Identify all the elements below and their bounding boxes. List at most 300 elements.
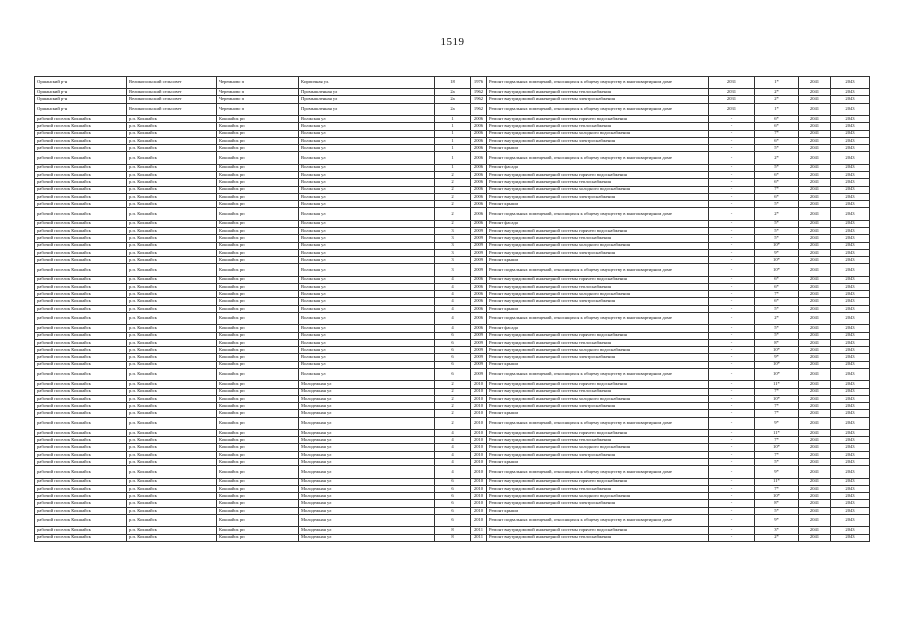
district-cell: рабочий поселок Кокшайск [35,208,127,220]
district-cell: рабочий поселок Кокшайск [35,145,127,152]
count-cell: 6* [755,115,799,122]
street-cell: Волжская ул [299,242,435,249]
source-year-cell: 2031 [709,77,755,89]
street-cell: Волжская ул [299,283,435,290]
year-built-cell: 2010 [471,403,487,410]
district-cell: рабочий поселок Кокшайск [35,257,127,264]
district-cell: рабочий поселок Кокшайск [35,515,127,527]
count-cell: 1* [755,77,799,89]
district-cell: рабочий поселок Кокшайск [35,276,127,283]
source-year-cell: - [709,242,755,249]
count-cell: 6* [755,298,799,305]
start-year-cell: 2041 [799,77,831,89]
settlement-cell: р.п. Кокшайск [127,515,217,527]
table-row [35,291,870,298]
source-year-cell: - [709,305,755,312]
year-built-cell: 2006 [471,130,487,137]
locality-cell: Кокшайск рп [217,466,299,478]
table-row [35,507,870,514]
table-row [35,444,870,451]
year-built-cell: 2006 [471,220,487,227]
end-year-cell: 2043 [831,96,870,103]
district-cell: рабочий поселок Кокшайск [35,137,127,144]
start-year-cell: 2041 [799,339,831,346]
street-cell: Волжская ул [299,220,435,227]
count-cell: 9* [755,249,799,256]
table-row [35,305,870,312]
year-built-cell: 2010 [471,429,487,436]
end-year-cell: 2043 [831,515,870,527]
district-cell: рабочий поселок Кокшайск [35,220,127,227]
house-number-cell: 6 [435,485,471,492]
table-row [35,485,870,492]
table-row [35,429,870,436]
work-type-cell: Ремонт внутридомовой инженерной системы горячего водоснабжения [487,115,709,122]
source-year-cell: - [709,361,755,368]
street-cell: Волжская ул [299,186,435,193]
house-number-cell: 2 [435,220,471,227]
start-year-cell: 2041 [799,96,831,103]
settlement-cell: р.п. Кокшайск [127,276,217,283]
locality-cell: Кокшайск рп [217,220,299,227]
table-row [35,186,870,193]
settlement-cell: р.п. Кокшайск [127,381,217,388]
locality-cell: Кокшайск рп [217,235,299,242]
street-cell: Волжская ул [299,354,435,361]
district-cell: рабочий поселок Кокшайск [35,354,127,361]
house-number-cell: 18 [435,77,471,89]
house-number-cell: 4 [435,305,471,312]
end-year-cell: 2043 [831,89,870,96]
count-cell: 6* [755,137,799,144]
street-cell: Волжская ул [299,130,435,137]
district-cell: рабочий поселок Кокшайск [35,451,127,458]
locality-cell: Кокшайск рп [217,395,299,402]
source-year-cell: - [709,283,755,290]
district-cell: рабочий поселок Кокшайск [35,527,127,534]
work-type-cell: Ремонт внутридомовой инженерной системы электроснабжения [487,249,709,256]
end-year-cell: 2043 [831,388,870,395]
settlement-cell: р.п. Кокшайск [127,451,217,458]
count-cell: 11* [755,478,799,485]
settlement-cell: р.п. Кокшайск [127,249,217,256]
source-year-cell: - [709,123,755,130]
district-cell: Оршанский р-н [35,96,127,103]
work-type-cell: Ремонт внутридомовой инженерной системы холодного водоснабжения [487,130,709,137]
locality-cell: Черемново п [217,89,299,96]
settlement-cell: р.п. Кокшайск [127,298,217,305]
house-number-cell: 3 [435,249,471,256]
source-year-cell: - [709,152,755,164]
street-cell: Волжская ул [299,369,435,381]
house-number-cell: 4 [435,451,471,458]
year-built-cell: 2006 [471,123,487,130]
district-cell: рабочий поселок Кокшайск [35,164,127,171]
table-row [35,179,870,186]
work-type-cell: Ремонт фасада [487,220,709,227]
start-year-cell: 2041 [799,361,831,368]
year-built-cell: 1962 [471,89,487,96]
end-year-cell: 2043 [831,507,870,514]
work-type-cell: Ремонт крыши [487,201,709,208]
count-cell: 5* [755,325,799,332]
locality-cell: Кокшайск рп [217,298,299,305]
house-number-cell: 2 [435,201,471,208]
settlement-cell: р.п. Кокшайск [127,115,217,122]
start-year-cell: 2041 [799,493,831,500]
table-row [35,403,870,410]
source-year-cell: - [709,459,755,466]
end-year-cell: 2043 [831,417,870,429]
settlement-cell: р.п. Кокшайск [127,466,217,478]
street-cell: Молодежная ул [299,459,435,466]
year-built-cell: 2010 [471,388,487,395]
district-cell: рабочий поселок Кокшайск [35,534,127,541]
settlement-cell: р.п. Кокшайск [127,137,217,144]
street-cell: Молодежная ул [299,500,435,507]
end-year-cell: 2043 [831,235,870,242]
settlement-cell: Великопольский сельсовет [127,89,217,96]
table-row [35,451,870,458]
year-built-cell: 2010 [471,417,487,429]
end-year-cell: 2043 [831,339,870,346]
locality-cell: Черемново п [217,103,299,115]
district-cell: рабочий поселок Кокшайск [35,361,127,368]
year-built-cell: 2006 [471,298,487,305]
count-cell: 2* [755,534,799,541]
house-number-cell: 2 [435,395,471,402]
settlement-cell: р.п. Кокшайск [127,201,217,208]
count-cell: 11* [755,381,799,388]
locality-cell: Кокшайск рп [217,437,299,444]
work-type-cell: Ремонт фасада [487,164,709,171]
count-cell: 2* [755,208,799,220]
settlement-cell: р.п. Кокшайск [127,208,217,220]
start-year-cell: 2041 [799,507,831,514]
work-type-cell: Ремонт внутридомовой инженерной системы холодного водоснабжения [487,395,709,402]
district-cell: Оршанский р-н [35,89,127,96]
house-number-cell: 2 [435,208,471,220]
table-row [35,171,870,178]
table-row [35,515,870,527]
start-year-cell: 2041 [799,123,831,130]
count-cell: 10* [755,369,799,381]
start-year-cell: 2041 [799,325,831,332]
street-cell: Промышленная ул [299,103,435,115]
locality-cell: Кокшайск рп [217,410,299,417]
work-type-cell: Ремонт крыши [487,305,709,312]
end-year-cell: 2043 [831,227,870,234]
year-built-cell: 2009 [471,354,487,361]
start-year-cell: 2041 [799,347,831,354]
start-year-cell: 2041 [799,429,831,436]
year-built-cell: 2006 [471,208,487,220]
source-year-cell: - [709,208,755,220]
source-year-cell: - [709,527,755,534]
start-year-cell: 2041 [799,381,831,388]
district-cell: рабочий поселок Кокшайск [35,264,127,276]
source-year-cell: - [709,235,755,242]
street-cell: Кирпичная ул. [299,77,435,89]
count-cell: 5* [755,164,799,171]
district-cell: Оршанский р-н [35,103,127,115]
end-year-cell: 2043 [831,208,870,220]
work-type-cell: Ремонт подвальных помещений, относящихся к общему имуществу в многоквартирном доме [487,152,709,164]
locality-cell: Кокшайск рп [217,369,299,381]
table-row [35,283,870,290]
year-built-cell: 2009 [471,227,487,234]
end-year-cell: 2043 [831,381,870,388]
table-row [35,459,870,466]
district-cell: рабочий поселок Кокшайск [35,123,127,130]
count-cell: 7* [755,403,799,410]
end-year-cell: 2043 [831,242,870,249]
work-type-cell: Ремонт внутридомовой инженерной системы холодного водоснабжения [487,493,709,500]
end-year-cell: 2043 [831,313,870,325]
locality-cell: Кокшайск рп [217,145,299,152]
settlement-cell: р.п. Кокшайск [127,291,217,298]
table-row [35,77,870,89]
end-year-cell: 2043 [831,264,870,276]
work-type-cell: Ремонт внутридомовой инженерной системы электроснабжения [487,500,709,507]
end-year-cell: 2043 [831,152,870,164]
end-year-cell: 2043 [831,298,870,305]
work-type-cell: Ремонт подвальных помещений, относящихся к общему имуществу в многоквартирном доме [487,77,709,89]
locality-cell: Кокшайск рп [217,123,299,130]
work-type-cell: Ремонт внутридомовой инженерной системы теплоснабжения [487,485,709,492]
locality-cell: Кокшайск рп [217,388,299,395]
source-year-cell: - [709,193,755,200]
settlement-cell: р.п. Кокшайск [127,485,217,492]
district-cell: рабочий поселок Кокшайск [35,485,127,492]
source-year-cell: - [709,347,755,354]
district-cell: рабочий поселок Кокшайск [35,193,127,200]
count-cell: 10* [755,444,799,451]
settlement-cell: р.п. Кокшайск [127,369,217,381]
locality-cell: Кокшайск рп [217,500,299,507]
locality-cell: Кокшайск рп [217,325,299,332]
start-year-cell: 2041 [799,201,831,208]
count-cell: 7* [755,291,799,298]
work-type-cell: Ремонт внутридомовой инженерной системы холодного водоснабжения [487,242,709,249]
settlement-cell: р.п. Кокшайск [127,403,217,410]
table-row [35,89,870,96]
source-year-cell: - [709,137,755,144]
count-cell: 7* [755,130,799,137]
district-cell: рабочий поселок Кокшайск [35,478,127,485]
house-number-cell: 1 [435,137,471,144]
house-number-cell: 2 [435,388,471,395]
start-year-cell: 2041 [799,145,831,152]
settlement-cell: р.п. Кокшайск [127,186,217,193]
district-cell: рабочий поселок Кокшайск [35,507,127,514]
table-body [35,77,870,542]
source-year-cell: 2031 [709,96,755,103]
start-year-cell: 2041 [799,103,831,115]
end-year-cell: 2043 [831,437,870,444]
start-year-cell: 2041 [799,186,831,193]
street-cell: Волжская ул [299,264,435,276]
settlement-cell: р.п. Кокшайск [127,332,217,339]
district-cell: рабочий поселок Кокшайск [35,130,127,137]
work-type-cell: Ремонт подвальных помещений, относящихся к общему имуществу в многоквартирном доме [487,417,709,429]
count-cell: 2* [755,89,799,96]
settlement-cell: р.п. Кокшайск [127,500,217,507]
count-cell: 6* [755,179,799,186]
start-year-cell: 2041 [799,354,831,361]
settlement-cell: р.п. Кокшайск [127,305,217,312]
start-year-cell: 2041 [799,417,831,429]
end-year-cell: 2043 [831,103,870,115]
street-cell: Волжская ул [299,145,435,152]
end-year-cell: 2043 [831,291,870,298]
street-cell: Молодежная ул [299,515,435,527]
street-cell: Волжская ул [299,137,435,144]
house-number-cell: 2 [435,193,471,200]
settlement-cell: р.п. Кокшайск [127,339,217,346]
start-year-cell: 2041 [799,534,831,541]
source-year-cell: - [709,515,755,527]
house-number-cell: 6 [435,361,471,368]
table-row [35,249,870,256]
district-cell: рабочий поселок Кокшайск [35,298,127,305]
year-built-cell: 2010 [471,500,487,507]
street-cell: Волжская ул [299,164,435,171]
locality-cell: Кокшайск рп [217,381,299,388]
house-number-cell: 4 [435,291,471,298]
end-year-cell: 2043 [831,305,870,312]
source-year-cell: - [709,186,755,193]
table-row [35,361,870,368]
source-year-cell: 2031 [709,103,755,115]
settlement-cell: р.п. Кокшайск [127,130,217,137]
year-built-cell: 2006 [471,283,487,290]
start-year-cell: 2041 [799,152,831,164]
district-cell: рабочий поселок Кокшайск [35,381,127,388]
district-cell: рабочий поселок Кокшайск [35,388,127,395]
locality-cell: Кокшайск рп [217,534,299,541]
street-cell: Молодежная ул [299,507,435,514]
source-year-cell: - [709,451,755,458]
work-type-cell: Ремонт фасада [487,325,709,332]
locality-cell: Кокшайск рп [217,451,299,458]
end-year-cell: 2043 [831,369,870,381]
district-cell: рабочий поселок Кокшайск [35,291,127,298]
end-year-cell: 2043 [831,257,870,264]
count-cell: 9* [755,515,799,527]
source-year-cell: 2031 [709,89,755,96]
end-year-cell: 2043 [831,249,870,256]
district-cell: рабочий поселок Кокшайск [35,466,127,478]
street-cell: Молодежная ул [299,466,435,478]
settlement-cell: р.п. Кокшайск [127,193,217,200]
end-year-cell: 2043 [831,500,870,507]
locality-cell: Кокшайск рп [217,137,299,144]
settlement-cell: р.п. Кокшайск [127,534,217,541]
house-number-cell: 1 [435,115,471,122]
source-year-cell: - [709,249,755,256]
table-row [35,227,870,234]
source-year-cell: - [709,145,755,152]
end-year-cell: 2043 [831,451,870,458]
count-cell: 7* [755,485,799,492]
street-cell: Волжская ул [299,313,435,325]
locality-cell: Кокшайск рп [217,164,299,171]
start-year-cell: 2041 [799,388,831,395]
start-year-cell: 2041 [799,403,831,410]
start-year-cell: 2041 [799,208,831,220]
year-built-cell: 2006 [471,115,487,122]
source-year-cell: - [709,534,755,541]
end-year-cell: 2043 [831,193,870,200]
year-built-cell: 2009 [471,242,487,249]
work-type-cell: Ремонт внутридомовой инженерной системы электроснабжения [487,354,709,361]
source-year-cell: - [709,164,755,171]
start-year-cell: 2041 [799,395,831,402]
count-cell: 2* [755,152,799,164]
settlement-cell: р.п. Кокшайск [127,354,217,361]
year-built-cell: 2006 [471,276,487,283]
count-cell: 6* [755,193,799,200]
works-table-container [34,76,869,542]
year-built-cell: 2009 [471,339,487,346]
settlement-cell: р.п. Кокшайск [127,347,217,354]
year-built-cell: 2010 [471,459,487,466]
work-type-cell: Ремонт внутридомовой инженерной системы горячего водоснабжения [487,171,709,178]
district-cell: рабочий поселок Кокшайск [35,429,127,436]
settlement-cell: р.п. Кокшайск [127,283,217,290]
house-number-cell: 3 [435,264,471,276]
year-built-cell: 2010 [471,451,487,458]
count-cell: 7* [755,410,799,417]
work-type-cell: Ремонт внутридомовой инженерной системы холодного водоснабжения [487,444,709,451]
work-type-cell: Ремонт внутридомовой инженерной системы электроснабжения [487,137,709,144]
work-type-cell: Ремонт подвальных помещений, относящихся к общему имуществу в многоквартирном доме [487,369,709,381]
street-cell: Волжская ул [299,347,435,354]
street-cell: Молодежная ул [299,527,435,534]
count-cell: 9* [755,466,799,478]
street-cell: Молодежная ул [299,534,435,541]
street-cell: Волжская ул [299,257,435,264]
house-number-cell: 4 [435,429,471,436]
source-year-cell: - [709,429,755,436]
locality-cell: Кокшайск рп [217,257,299,264]
count-cell: 7* [755,388,799,395]
work-type-cell: Ремонт внутридомовой инженерной системы холодного водоснабжения [487,347,709,354]
house-number-cell: 6 [435,493,471,500]
count-cell: 10* [755,257,799,264]
year-built-cell: 2009 [471,361,487,368]
start-year-cell: 2041 [799,437,831,444]
house-number-cell: 3 [435,227,471,234]
end-year-cell: 2043 [831,395,870,402]
end-year-cell: 2043 [831,527,870,534]
end-year-cell: 2043 [831,361,870,368]
year-built-cell: 2006 [471,164,487,171]
year-built-cell: 2009 [471,235,487,242]
settlement-cell: р.п. Кокшайск [127,527,217,534]
street-cell: Волжская ул [299,201,435,208]
start-year-cell: 2041 [799,466,831,478]
start-year-cell: 2041 [799,257,831,264]
house-number-cell: 4 [435,437,471,444]
source-year-cell: - [709,179,755,186]
house-number-cell: 4 [435,444,471,451]
work-type-cell: Ремонт внутридомовой инженерной системы холодного водоснабжения [487,186,709,193]
settlement-cell: Великопольский сельсовет [127,77,217,89]
end-year-cell: 2043 [831,283,870,290]
year-built-cell: 2009 [471,249,487,256]
